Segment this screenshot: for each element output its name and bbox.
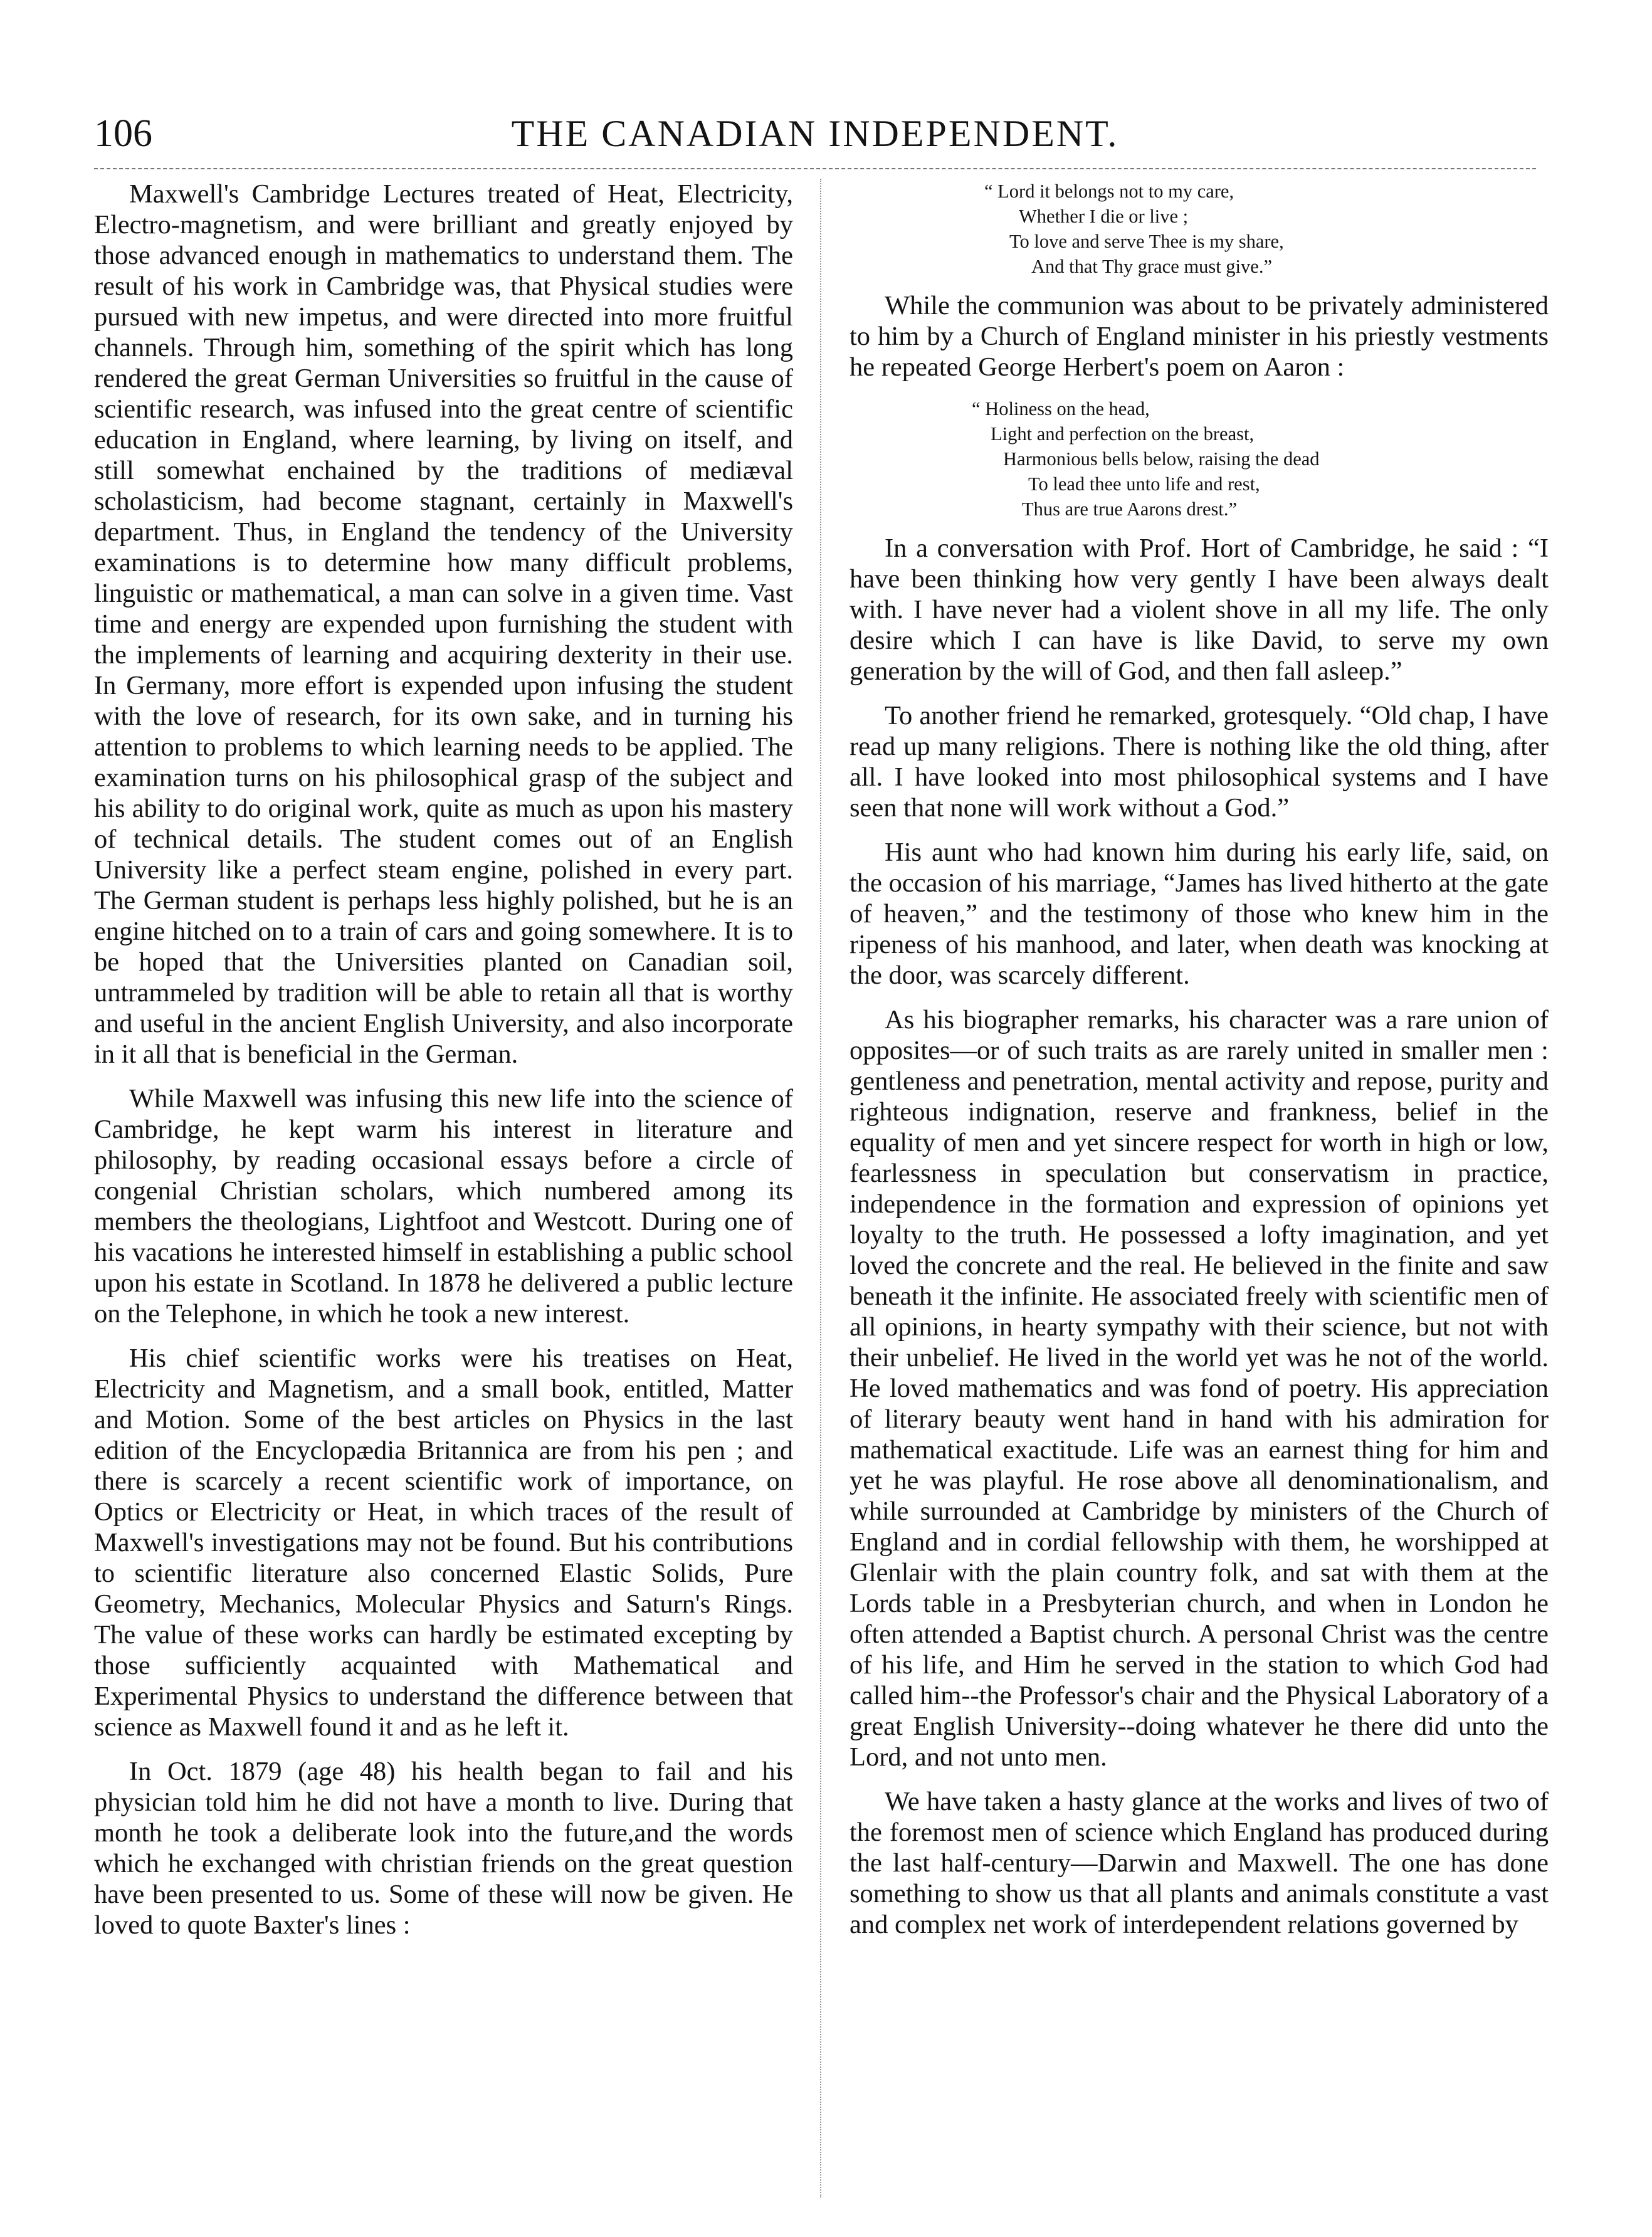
paragraph-character: As his biographer remarks, his character was a rare union of opposites—or of such traits as are rarely united in smaller men : gentleness and penetration, mental activity and repose, purity and righteous indignation, reserve and frankness, belief in the equality of men and yet sincere respect for worth in high or low, fearlessness in speculation but conservatism in practice, independence in the formation and expression of opinions yet loyalty to the truth. He possessed a lofty imagination, and yet loved the concrete and the real. He believed in the finite and saw beneath it the infinite. He associated freely with scientific men of all opinions, in hearty sympathy with their science, but not with their unbelief. He lived in the world yet was he not of the world. He loved mathematics and was fond of poetry. His appreciation of literary beauty went hand in hand with his admiration for mathematical exactitude. Life was an earnest thing for him and yet he was playful. He rose above all denominationalism, and while surrounded at Cambridge by ministers of the Church of England and in cordial fellowship with them, he worshipped at Glenlair with the plain country folk, and sat with them at the Lords table in a Presbyterian church, and when in London he often attended a Baptist church. A personal Christ was the centre of his life, and Him he served in the station to which God had called him--the Professor's chair and the Physical Laboratory of a great English University--doing whatever he there did unto the Lord, and not unto men. (850, 1005, 1549, 1772)
verse-line: Whether I die or live ; (1019, 206, 1189, 227)
paragraph-scientific-works: His chief scientific works were his treatises on Heat, Electricity and Magnetism, and a small book, entitled, Matter and Motion. Some of the best articles on Physics in the last edition of the Encyclopædia Britannica are from his pen ; and there is scarcely a recent scientific work of importance, on Optics or Electricity or Heat, in which traces of the result of Maxwell's investigations may not be found. But his contributions to scientific literature also concerned Elastic Solids, Pure Geometry, Mechanics, Molecular Physics and Saturn's Rings. The value of these works can hardly be estimated excepting by those sufficiently acquainted with Mathematical and Experimental Physics to understand the difference between that science as Maxwell found it and as he left it. (94, 1344, 793, 1742)
paragraph-aunt: His aunt who had known him during his early life, said, on the occasion of his marriage, “James has lived hitherto at the gate of heaven,” and the testimony of those who knew him in the ripeness of his manhood, and later, when death was knocking at the door, was scarcely different. (850, 838, 1549, 990)
verse-line: “ Holiness on the head, (972, 398, 1150, 419)
page-header (94, 105, 1536, 162)
left-column (94, 179, 793, 1954)
verse-baxter (850, 179, 1549, 279)
paragraph-old-chap: To another friend he remarked, grotesquely. “Old chap, I have read up many religions. There is nothing like the old thing, after all. I have looked into most philosophical systems and I have seen that none will work without a God.” (850, 701, 1549, 823)
verse-line: Light and perfection on the breast, (991, 423, 1255, 445)
paragraph-new-life: While Maxwell was infusing this new life into the science of Cambridge, he kept warm his interest in literature and philosophy, by reading occasional essays before a circle of congenial Christian scholars, which numbered among its members the theologians, Lightfoot and Westcott. During one of his vacations he interested himself in establishing a public school upon his estate in Scotland. In 1878 he delivered a public lecture on the Telephone, in which he took a new interest. (94, 1084, 793, 1329)
verse-line: Harmonious bells below, raising the dead (1003, 448, 1320, 470)
verse-line: To love and serve Thee is my share, (1009, 231, 1284, 252)
verse-line: To lead thee unto life and rest, (1028, 473, 1260, 495)
header-rule (94, 168, 1536, 169)
paragraph-hort-conversation: In a conversation with Prof. Hort of Cambridge, he said : “I have been thinking how very gently I have been always dealt with. I have never had a violent shove in all my life. The only desire which I can have is like David, to serve my own generation by the will of God, and then fall asleep.” (850, 534, 1549, 686)
paragraph-darwin-maxwell: We have taken a hasty glance at the works and lives of two of the foremost men of science which England has produced during the last half-century—Darwin and Maxwell. The one has done something to show us that all plants and animals constitute a vast and complex net work of interdependent relations governed by (850, 1787, 1549, 1939)
paragraph-cambridge-lectures: Maxwell's Cambridge Lectures treated of Heat, Electricity, Electro-magnetism, and were brilliant and greatly enjoyed by those advanced enough in mathematics to understand them. The result of his work in Cambridge was, that Physical studies were pursued with new impetus, and were directed into more fruitful channels. Through him, something of the spirit which has long rendered the great German Universities so fruitful in the cause of scientific research, was infused into the great centre of scientific education in England, where learning, by living on itself, and still somewhat enchained by the traditions of mediæval scholasticism, had become stagnant, certainly in Maxwell's department. Thus, in England the tendency of the University examinations is to determine how many difficult problems, linguistic or mathematical, a man can solve in a given time. Vast time and energy are expended upon furnishing the student with the implements of learning and acquiring dexterity in their use. In Germany, more effort is expended upon infusing the student with the love of research, for its own sake, and in turning his attention to problems to which learning needs to be applied. The examination turns on his philosophical grasp of the subject and his ability to do original work, quite as much as upon his mastery of technical details. The student comes out of an English University like a perfect steam engine, polished in every part. The German student is perhaps less highly polished, but he is an engine hitched on to a train of cars and going somewhere. It is to be hoped that the Universities planted on Canadian soil, untrammeled by tradition will be able to retain all that is worthy and useful in the ancient English University, and also incorporate in it all that is beneficial in the German. (94, 179, 793, 1069)
verse-line: Thus are true Aarons drest.” (1022, 498, 1238, 520)
right-column (850, 179, 1549, 1954)
verse-line: “ Lord it belongs not to my care, (984, 181, 1234, 202)
verse-herbert (850, 396, 1549, 522)
page-number: 106 (94, 112, 152, 155)
paragraph-communion: While the communion was about to be privately administered to him by a Church of England minister in his priestly vestments he repeated George Herbert's poem on Aaron : (850, 291, 1549, 382)
paragraph-health-failing: In Oct. 1879 (age 48) his health began to fail and his physician told him he did not have a month to live. During that month he took a deliberate look into the future,and the words which he exchanged with christian friends on the great question have been presented to us. Some of these will now be given. He loved to quote Baxter's lines : (94, 1757, 793, 1940)
journal-title: THE CANADIAN INDEPENDENT. (511, 113, 1119, 154)
verse-line: And that Thy grace must give.” (1031, 256, 1272, 277)
column-divider (820, 179, 821, 2198)
